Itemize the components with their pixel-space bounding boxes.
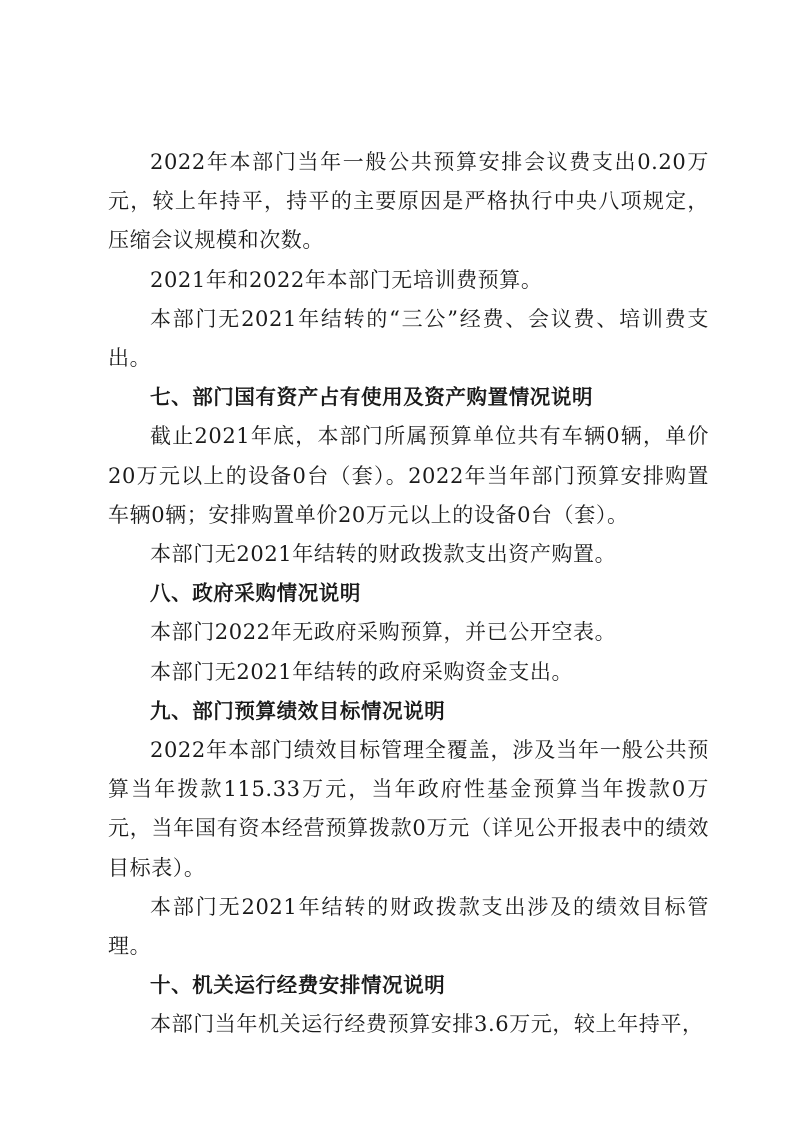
section-heading-assets: 七、部门国有资产占有使用及资产购置情况说明 [150,385,594,410]
paragraph-vehicles-equipment: 截止2021年底，本部门所属预算单位共有车辆0辆，单价20万元以上的设备0台（套）。2022年当年部门预算安排购置车辆0辆；安排购置单价20万元以上的设备0台（套）。 [108,424,709,527]
paragraph-performance-targets: 2022年本部门绩效目标管理全覆盖，涉及当年一般公共预算当年拨款115.33万元，当年政府性基金预算当年拨款0万元，当年国有资本经营预算拨款0万元（详见公开报表中的绩效目标表）。 [108,738,709,880]
paragraph-procurement-budget: 本部门2022年无政府采购预算，并已公开空表。 [150,620,617,645]
paragraph-meeting-expense: 2022年本部门当年一般公共预算安排会议费支出0.20万元，较上年持平，持平的主要原因是严格执行中央八项规定，压缩会议规模和次数。 [108,150,709,253]
paragraph-carryover-expense: 本部门无2021年结转的“三公”经费、会议费、培训费支出。 [108,306,709,371]
paragraph-asset-carryover: 本部门无2021年结转的财政拨款支出资产购置。 [150,542,617,567]
paragraph-procurement-carryover: 本部门无2021年结转的政府采购资金支出。 [150,659,574,684]
paragraph-performance-carryover: 本部门无2021年结转的财政拨款支出涉及的绩效目标管理。 [108,894,709,959]
section-heading-procurement: 八、政府采购情况说明 [150,581,361,606]
paragraph-operating-costs: 本部门当年机关运行经费预算安排3.6万元，较上年持平， [150,1012,704,1037]
section-heading-performance: 九、部门预算绩效目标情况说明 [150,698,446,723]
document-body [108,143,709,1045]
section-heading-operating-costs: 十、机关运行经费安排情况说明 [150,973,446,998]
paragraph-training-budget: 2021年和2022年本部门无培训费预算。 [150,267,543,292]
